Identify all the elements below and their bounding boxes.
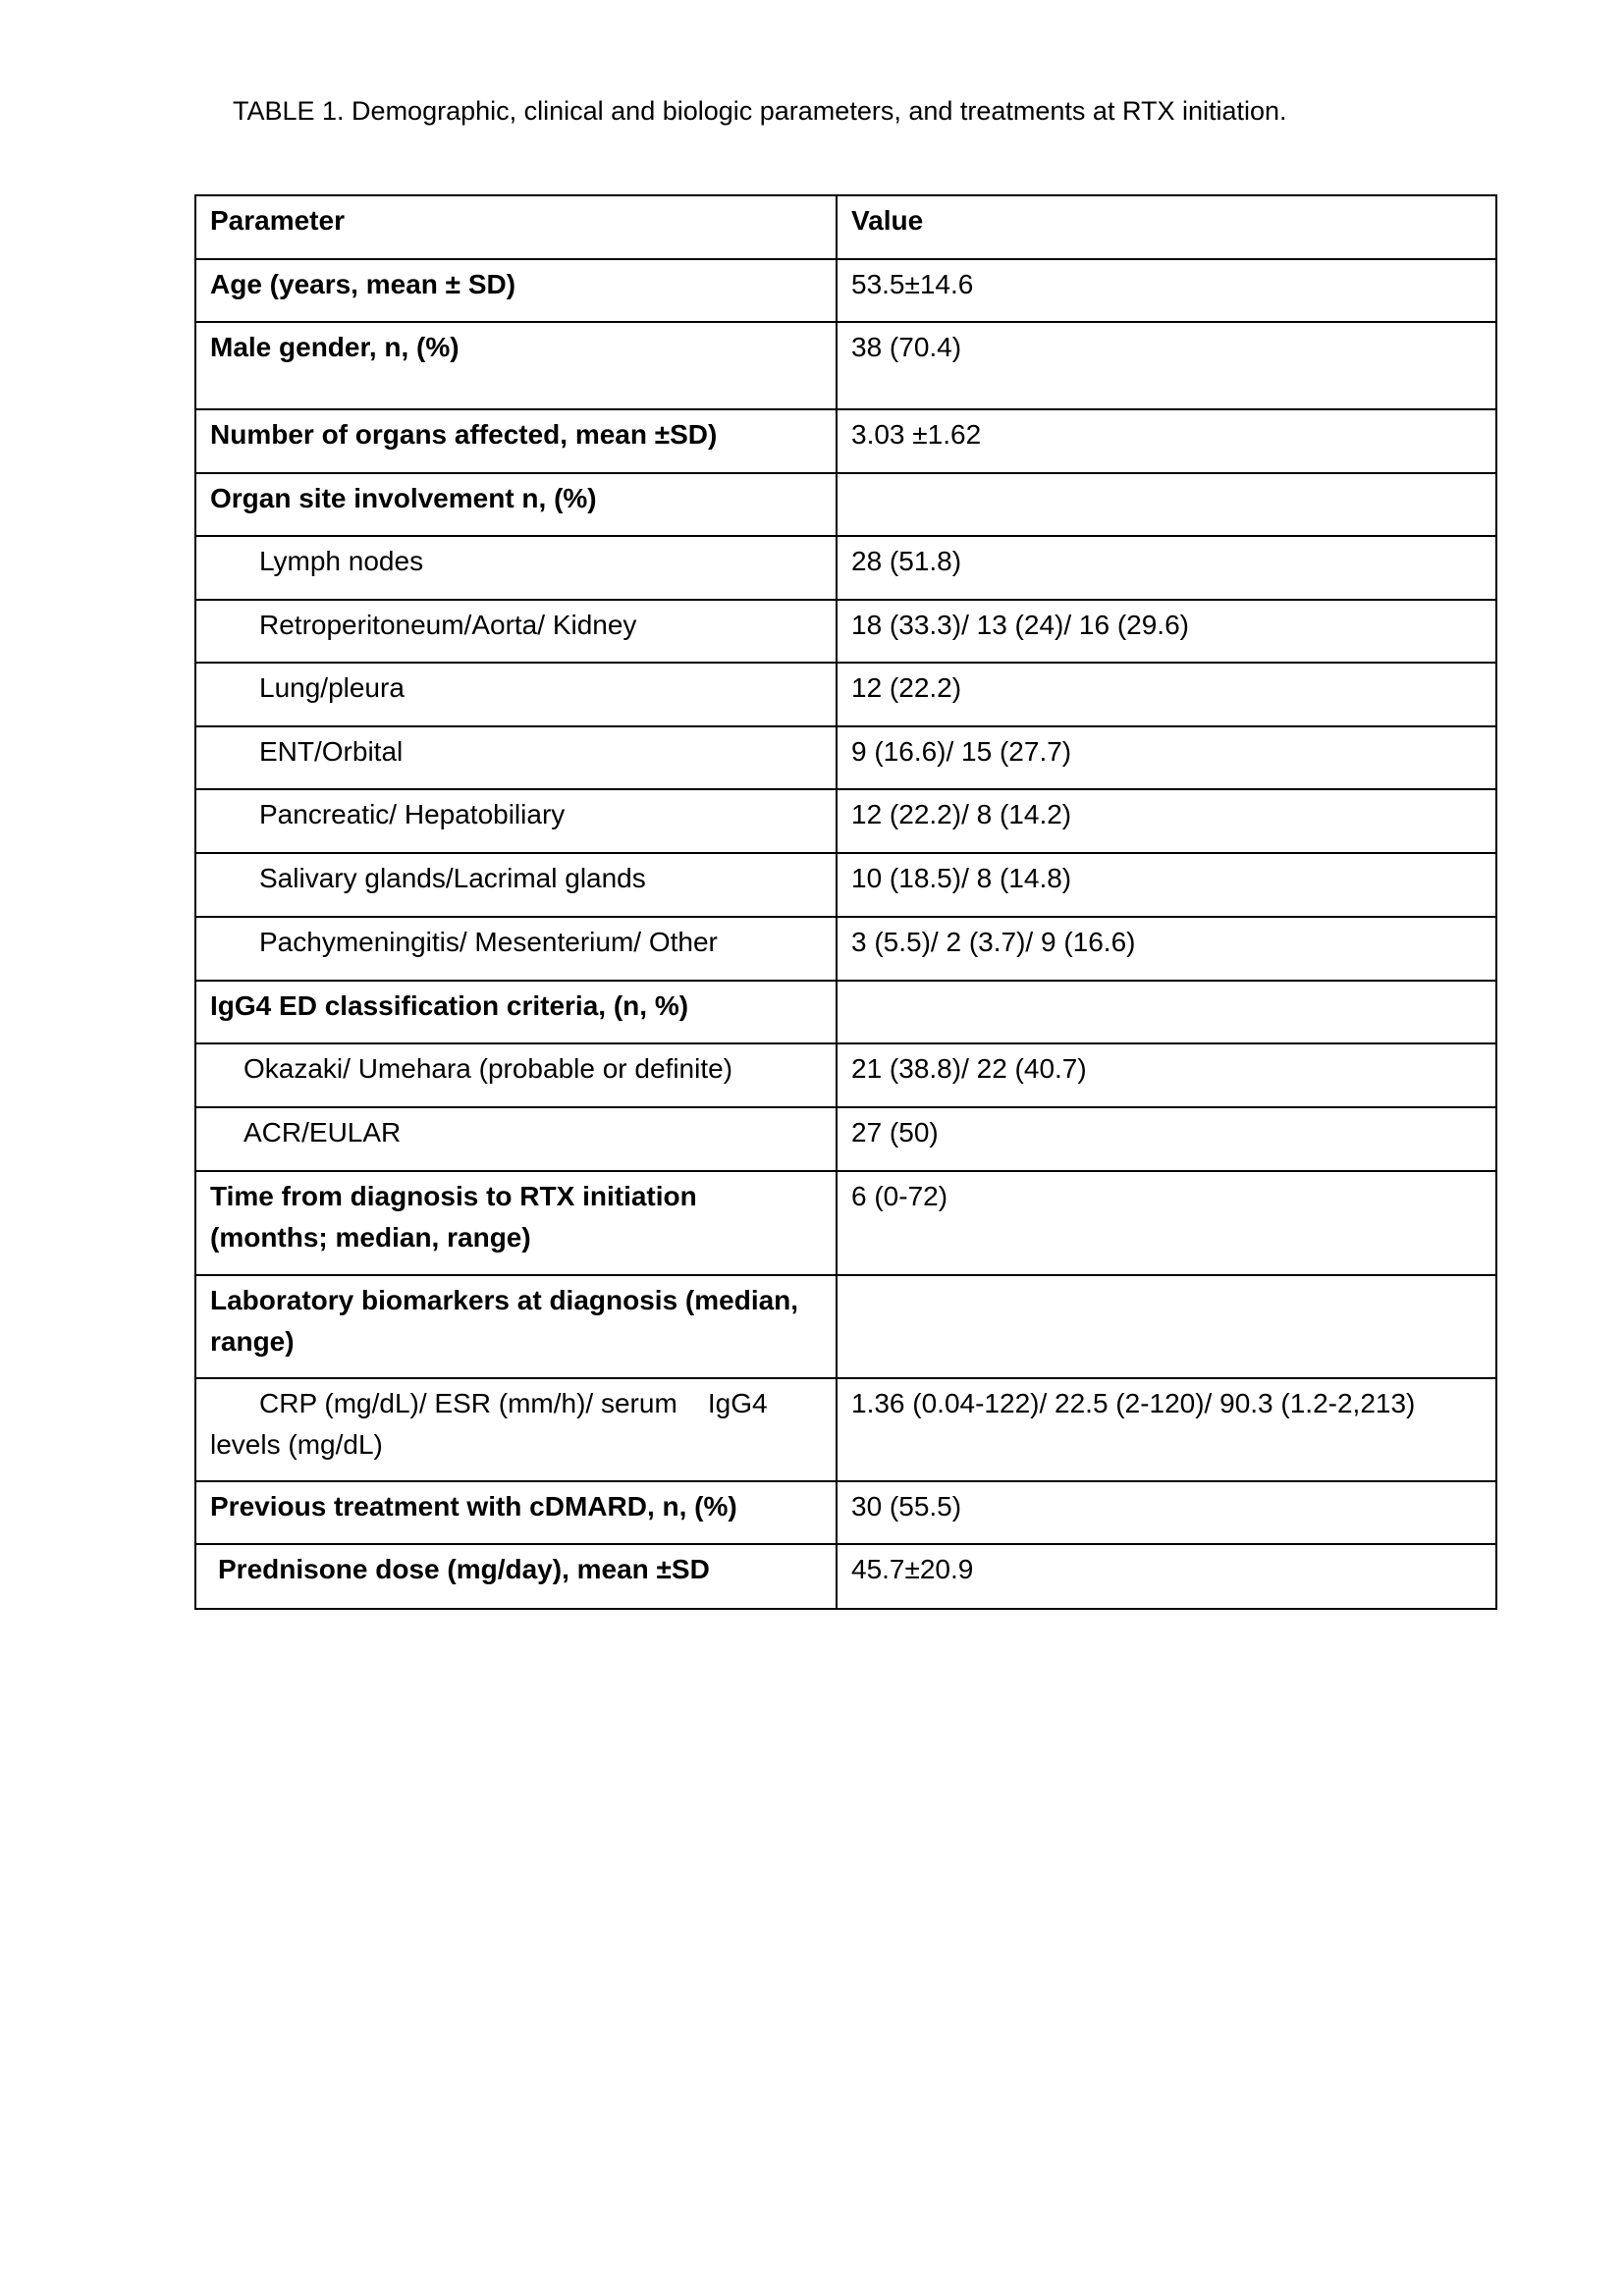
row-value: 18 (33.3)/ 13 (24)/ 16 (29.6)	[837, 600, 1496, 663]
row-param: Number of organs affected, mean ±SD)	[195, 409, 837, 473]
row-param: ENT/Orbital	[195, 726, 837, 789]
row-param: Organ site involvement n, (%)	[195, 473, 837, 536]
row-value: 45.7±20.9	[837, 1544, 1496, 1609]
table-row	[195, 1275, 1496, 1378]
row-param: Male gender, n, (%)	[195, 322, 837, 409]
row-value: 3.03 ±1.62	[837, 409, 1496, 473]
row-value: 30 (55.5)	[837, 1481, 1496, 1544]
row-value: 12 (22.2)	[837, 663, 1496, 726]
table-row	[195, 322, 1496, 409]
row-value: 38 (70.4)	[837, 322, 1496, 409]
row-value: 27 (50)	[837, 1107, 1496, 1171]
row-value: 21 (38.8)/ 22 (40.7)	[837, 1043, 1496, 1107]
row-value: 6 (0-72)	[837, 1171, 1496, 1275]
row-param: Lung/pleura	[195, 663, 837, 726]
table-row	[195, 1043, 1496, 1107]
table-row	[195, 536, 1496, 600]
row-param: Lymph nodes	[195, 536, 837, 600]
row-param: Prednisone dose (mg/day), mean ±SD	[195, 1544, 837, 1609]
row-value	[837, 1275, 1496, 1378]
row-value: 1.36 (0.04-122)/ 22.5 (2-120)/ 90.3 (1.2-2,213)	[837, 1378, 1496, 1481]
row-param: Laboratory biomarkers at diagnosis (median, range)	[195, 1275, 837, 1378]
table-row	[195, 1481, 1496, 1544]
row-param: Pancreatic/ Hepatobiliary	[195, 789, 837, 853]
table-row	[195, 600, 1496, 663]
table-row	[195, 473, 1496, 536]
row-value: 53.5±14.6	[837, 259, 1496, 322]
row-param-line2: levels (mg/dL)	[210, 1429, 383, 1460]
row-param: Retroperitoneum/Aorta/ Kidney	[195, 600, 837, 663]
row-param: Salivary glands/Lacrimal glands	[195, 853, 837, 917]
row-value: 3 (5.5)/ 2 (3.7)/ 9 (16.6)	[837, 917, 1496, 981]
row-param-line1: CRP (mg/dL)/ ESR (mm/h)/ serum IgG4	[259, 1388, 768, 1418]
table-row	[195, 1378, 1496, 1481]
table-row	[195, 409, 1496, 473]
table-row	[195, 1107, 1496, 1171]
row-param: Time from diagnosis to RTX initiation (months; median, range)	[195, 1171, 837, 1275]
table-row	[195, 917, 1496, 981]
table-row	[195, 726, 1496, 789]
table-row	[195, 1171, 1496, 1275]
row-param: Okazaki/ Umehara (probable or definite)	[195, 1043, 837, 1107]
row-param: Pachymeningitis/ Mesenterium/ Other	[195, 917, 837, 981]
row-param: IgG4 ED classification criteria, (n, %)	[195, 981, 837, 1043]
table-row	[195, 259, 1496, 322]
row-value: 28 (51.8)	[837, 536, 1496, 600]
row-value: 10 (18.5)/ 8 (14.8)	[837, 853, 1496, 917]
row-param: Age (years, mean ± SD)	[195, 259, 837, 322]
row-value: 12 (22.2)/ 8 (14.2)	[837, 789, 1496, 853]
table-row	[195, 663, 1496, 726]
header-value: Value	[837, 195, 1496, 259]
row-param	[195, 1378, 837, 1481]
row-param: ACR/EULAR	[195, 1107, 837, 1171]
header-parameter: Parameter	[195, 195, 837, 259]
row-value	[837, 981, 1496, 1043]
table-caption: TABLE 1. Demographic, clinical and biologic parameters, and treatments at RTX initiation.	[233, 96, 1287, 126]
table-row	[195, 1544, 1496, 1609]
table-row	[195, 981, 1496, 1043]
row-value	[837, 473, 1496, 536]
row-value: 9 (16.6)/ 15 (27.7)	[837, 726, 1496, 789]
table-header-row	[195, 195, 1496, 259]
row-param: Previous treatment with cDMARD, n, (%)	[195, 1481, 837, 1544]
table-row	[195, 789, 1496, 853]
table-row	[195, 853, 1496, 917]
parameters-table	[194, 194, 1497, 1610]
